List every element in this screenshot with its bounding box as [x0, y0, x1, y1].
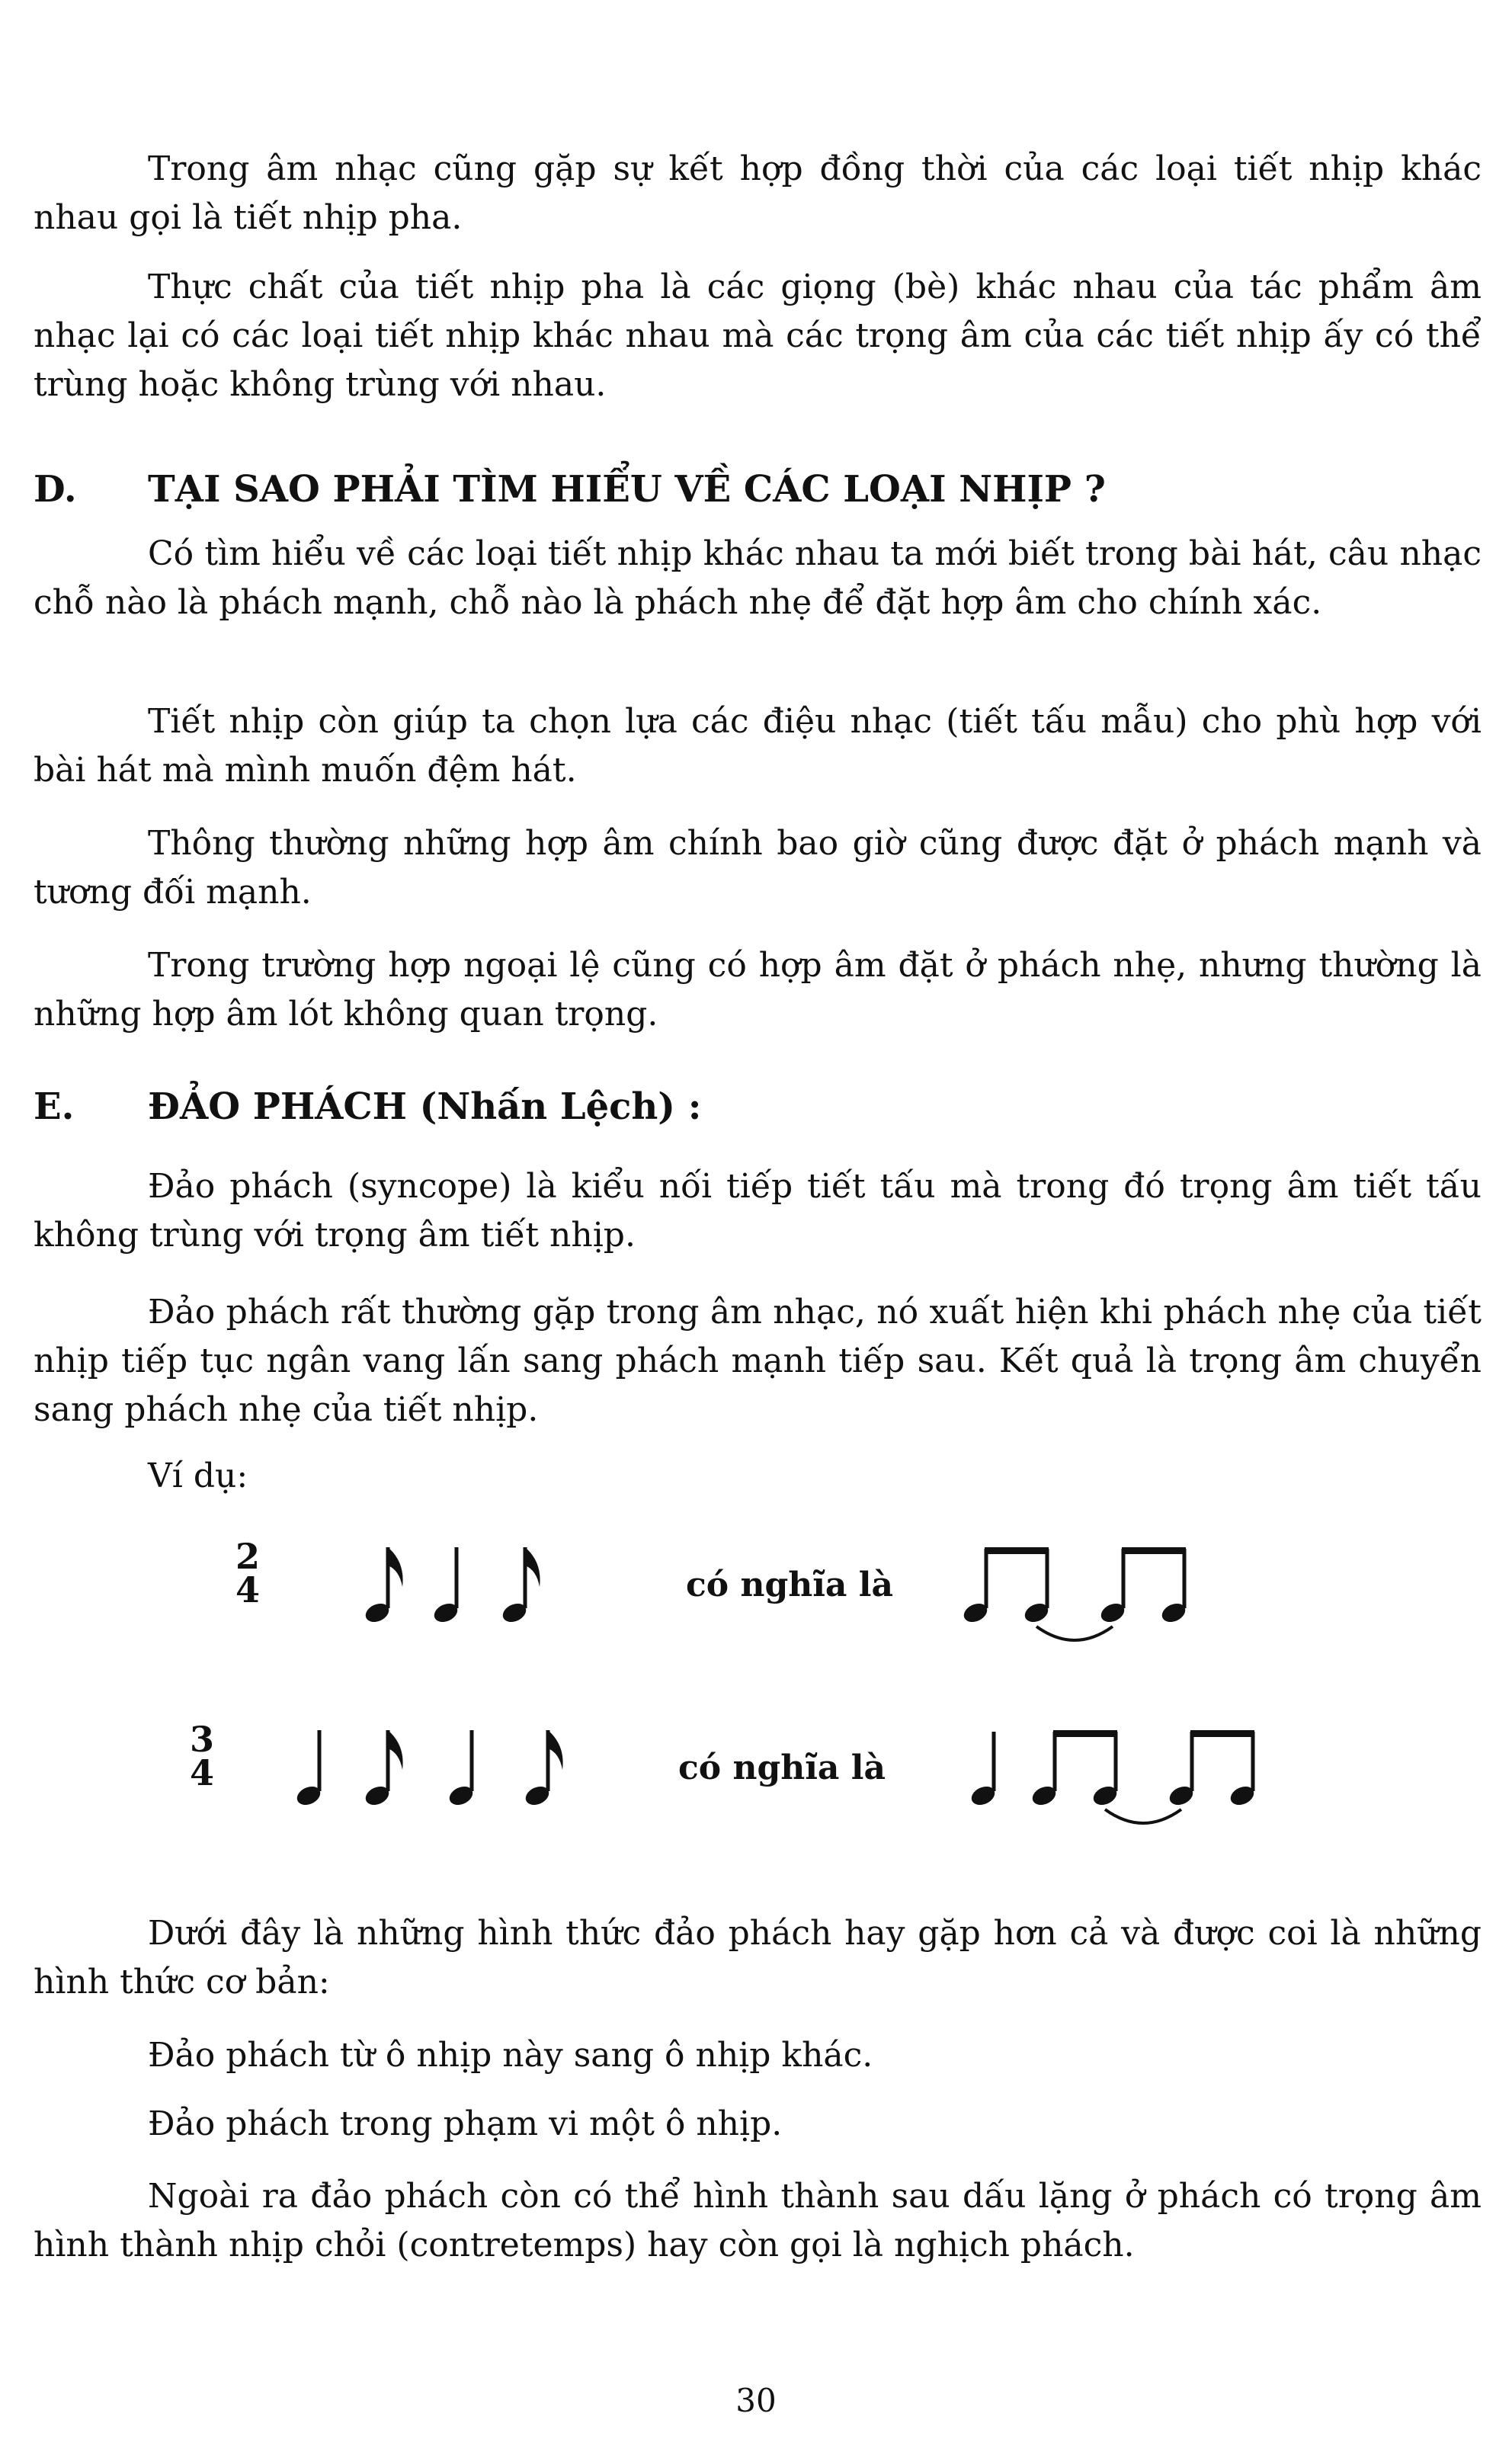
paragraph-e-4: Đảo phách từ ô nhịp này sang ô nhịp khác. — [148, 2036, 873, 2075]
rhythm-example-1 — [229, 1532, 1296, 1654]
quarter-note-icon — [431, 1547, 460, 1626]
meaning-label: có nghĩa là — [678, 1748, 886, 1787]
tie-icon — [1105, 1809, 1181, 1823]
section-d-heading: D. TẠI SAO PHẢI TÌM HIỂU VỀ CÁC LOẠI NHỊP ? — [34, 468, 1106, 511]
time-signature: 3 4 — [189, 1719, 214, 1793]
time-signature: 2 4 — [235, 1536, 260, 1611]
beamed-eighths-icon — [1030, 1730, 1120, 1809]
quarter-note-icon — [969, 1732, 998, 1809]
paragraph-e-1: Đảo phách (syncope) là kiểu nối tiếp tiết tấu mà trong đó trọng âm tiết tấu không trùng với trọng âm tiết nhịp. — [34, 1167, 1482, 1255]
paragraph-polyrhythm-essence: Thực chất của tiết nhịp pha là các giọng (bè) khác nhau của tác phẩm âm nhạc lại có các loại tiết nhịp khác nhau mà các trọng âm của các tiết nhịp ấy có thể trùng hoặc không trùng với nhau. — [34, 268, 1482, 404]
section-e-heading: E. ĐẢO PHÁCH (Nhấn Lệch) : — [34, 1085, 702, 1128]
paragraph-d-4: Trong trường hợp ngoại lệ cũng có hợp âm đặt ở phách nhẹ, nhưng thường là những hợp âm lót không quan trọng. — [34, 946, 1482, 1034]
paragraph-e-5: Đảo phách trong phạm vi một ô nhịp. — [148, 2104, 783, 2143]
quarter-note-icon — [447, 1730, 476, 1809]
beamed-eighths-icon — [961, 1547, 1051, 1626]
meaning-label: có nghĩa là — [686, 1566, 893, 1604]
example-label: Ví dụ: — [148, 1457, 248, 1495]
page-number: 30 — [735, 2382, 777, 2419]
paragraph-d-1: Có tìm hiểu về các loại tiết nhịp khác nhau ta mới biết trong bài hát, câu nhạc chỗ nào là phách mạnh, chỗ nào là phách nhẹ để đặt hợp âm cho chính xác. — [34, 534, 1482, 622]
paragraph-d-3: Thông thường những hợp âm chính bao giờ cũng được đặt ở phách mạnh và tương đối mạnh. — [34, 824, 1482, 912]
paragraph-e-3: Dưới đây là những hình thức đảo phách hay gặp hơn cả và được coi là những hình thức cơ bản: — [34, 1914, 1482, 2002]
paragraph-e-6: Ngoài ra đảo phách còn có thể hình thành sau dấu lặng ở phách có trọng âm hình thành nhịp chỏi (contretemps) hay còn gọi là nghịch phách. — [34, 2177, 1482, 2264]
eighth-note-icon — [363, 1730, 403, 1809]
eighth-note-icon — [523, 1730, 563, 1809]
paragraph-d-2: Tiết nhịp còn giúp ta chọn lựa các điệu nhạc (tiết tấu mẫu) cho phù hợp với bài hát mà mình muốn đệm hát. — [34, 702, 1482, 790]
paragraph-e-2: Đảo phách rất thường gặp trong âm nhạc, nó xuất hiện khi phách nhẹ của tiết nhịp tiếp tục ngân vang lấn sang phách mạnh tiếp sau. Kết quả là trọng âm chuyển sang phách nhẹ của tiết nhịp. — [34, 1293, 1482, 1429]
paragraph-polyrhythm-intro: Trong âm nhạc cũng gặp sự kết hợp đồng thời của các loại tiết nhịp khác nhau gọi là tiết nhịp pha. — [34, 149, 1482, 237]
beamed-eighths-icon — [1098, 1547, 1188, 1626]
rhythm-example-2 — [183, 1715, 1250, 1837]
syncopated-notes — [290, 1715, 594, 1829]
beamed-eighths-icon — [1167, 1730, 1257, 1809]
eighth-note-icon — [500, 1547, 540, 1626]
beamed-tied-notes — [968, 1715, 1288, 1837]
tie-icon — [1036, 1627, 1113, 1640]
syncopated-notes — [358, 1532, 556, 1646]
beamed-tied-notes — [960, 1532, 1219, 1654]
quarter-note-icon — [294, 1730, 323, 1809]
eighth-note-icon — [363, 1547, 403, 1626]
